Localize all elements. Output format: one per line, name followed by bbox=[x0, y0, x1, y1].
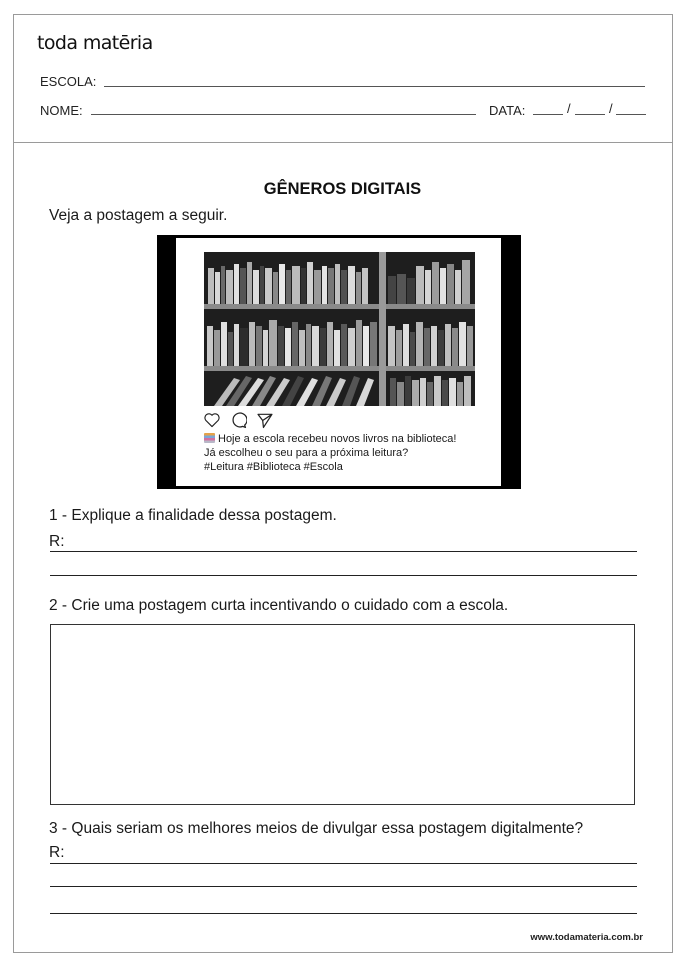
social-post-frame bbox=[157, 235, 521, 489]
answer-line[interactable] bbox=[50, 886, 637, 887]
answer-line[interactable] bbox=[50, 575, 637, 576]
send-icon[interactable] bbox=[256, 412, 274, 429]
worksheet-title: GÊNEROS DIGITAIS bbox=[263, 180, 422, 198]
caption-line: Já escolheu o seu para a próxima leitura? bbox=[204, 447, 409, 459]
social-post-card bbox=[176, 238, 501, 486]
date-year-line[interactable] bbox=[616, 114, 646, 115]
intro-text: Veja a postagem a seguir. bbox=[49, 207, 228, 224]
header-divider bbox=[13, 142, 673, 143]
answer-line[interactable] bbox=[50, 551, 637, 552]
caption-line: Hoje a escola recebeu novos livros na biblioteca! bbox=[218, 433, 457, 445]
heart-icon[interactable] bbox=[203, 412, 221, 428]
date-separator: / bbox=[609, 101, 613, 116]
answer-line[interactable] bbox=[50, 863, 637, 864]
date-separator: / bbox=[567, 101, 571, 116]
name-input-line[interactable] bbox=[91, 114, 476, 115]
name-label: NOME: bbox=[40, 103, 83, 118]
answer-label-3: R: bbox=[49, 844, 65, 861]
answer-label-1: R: bbox=[49, 533, 65, 550]
school-label: ESCOLA: bbox=[40, 74, 97, 89]
brand-logo: toda matēria bbox=[37, 32, 153, 54]
post-caption bbox=[204, 432, 456, 474]
answer-box-2[interactable] bbox=[50, 624, 635, 805]
question-1: 1 - Explique a finalidade dessa postagem. bbox=[49, 507, 337, 524]
school-input-line[interactable] bbox=[104, 86, 645, 87]
date-day-line[interactable] bbox=[533, 114, 563, 115]
books-emoji-icon bbox=[204, 433, 215, 443]
date-label: DATA: bbox=[489, 103, 526, 118]
footer-website: www.todamateria.com.br bbox=[530, 932, 643, 943]
post-actions bbox=[203, 410, 274, 430]
date-month-line[interactable] bbox=[575, 114, 605, 115]
question-2: 2 - Crie uma postagem curta incentivando o cuidado com a escola. bbox=[49, 597, 509, 614]
comment-icon[interactable] bbox=[230, 412, 247, 429]
library-bookshelf-photo bbox=[204, 252, 475, 406]
answer-line[interactable] bbox=[50, 913, 637, 914]
caption-hashtags: #Leitura #Biblioteca #Escola bbox=[204, 461, 343, 473]
question-3: 3 - Quais seriam os melhores meios de divulgar essa postagem digitalmente? bbox=[49, 820, 584, 837]
